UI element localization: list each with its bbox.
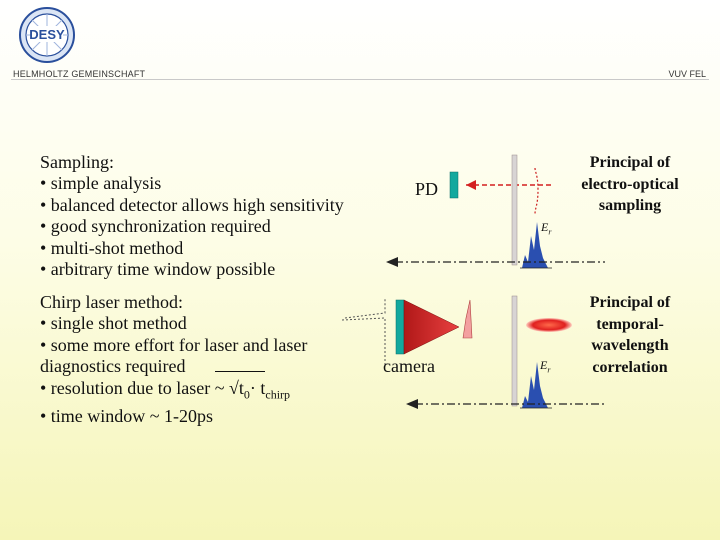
caption-electro-optical: Principal of electro-optical sampling [581,154,679,214]
t0-subscript: 0 [243,387,250,402]
project-label: VUV FEL [668,69,706,79]
caption-temporal-wavelength: Principal of temporal-wavelength correlation [589,294,671,376]
chirp-title: Chirp laser method: [40,292,183,312]
camera-frame [342,318,385,366]
time-axis-arrow [406,399,418,409]
time-axis-arrow [386,257,398,267]
chirped-laser-ellipse [526,318,572,332]
sampling-bullet: • good synchronization required [40,216,271,237]
er-subscript: r [547,365,551,375]
camera-label: camera [383,356,435,376]
chirp-bullet: • time window ~ 1-20ps [40,405,214,426]
organization-label: HELMHOLTZ GEMEINSCHAFT [13,69,146,79]
er-symbol: E [541,220,549,234]
sampling-bullet: • simple analysis [40,173,162,194]
chirped-pulse [463,300,472,338]
spectrometer-grating [345,298,385,318]
resolution-mid: · t [249,377,266,398]
laser-pulse [535,168,538,214]
chirp-subscript: chirp [265,387,291,402]
sampling-bullet: • multi-shot method [40,237,184,258]
er-label [540,358,550,374]
chirp-bullet: • some more effort for laser and laser [40,334,308,355]
er-label [541,220,551,236]
resolution-text: • resolution due to laser ~ √t [40,377,244,398]
crystal-plate [512,296,517,406]
pd-label: PD [415,179,439,199]
er-subscript: r [548,227,552,237]
sampling-bullet: • arbitrary time window possible [40,259,276,280]
chirp-bullet: • single shot method [40,313,187,334]
logo-text: DESY [29,27,65,42]
sampling-bullet: • balanced detector allows high sensitivity [40,194,344,215]
camera-sensor [396,300,404,354]
sampling-title: Sampling: [40,152,115,172]
dispersion-cone [404,300,459,354]
chirp-bullet-text: diagnostics required [40,356,186,377]
er-symbol: E [540,358,548,372]
photodiode [450,172,458,198]
arrow-head [466,180,476,190]
crystal-plate [512,155,517,265]
